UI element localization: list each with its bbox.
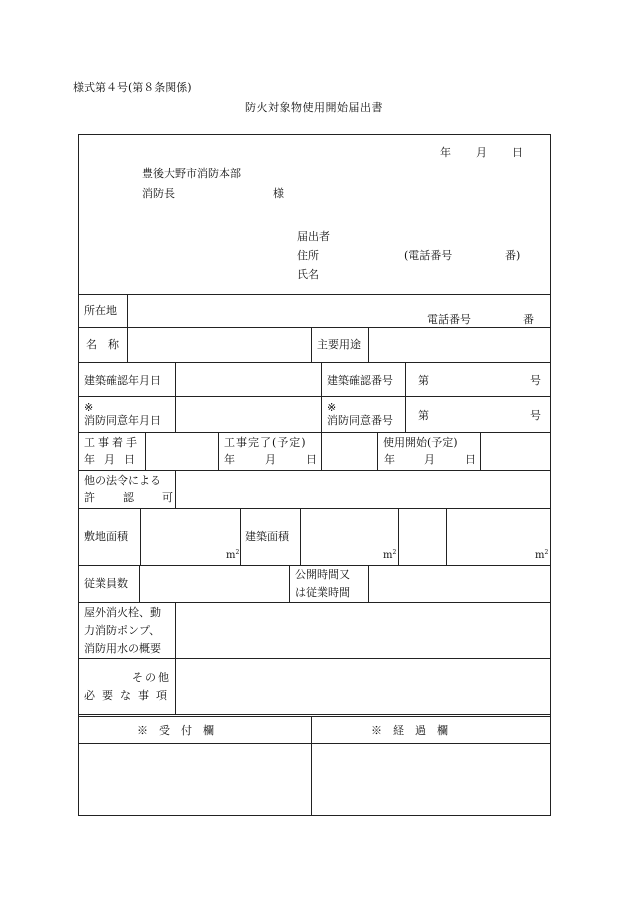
site-area-unit: m 2 [226, 549, 240, 561]
use-start-month: 月 [424, 453, 435, 466]
work-start-label-2: 年月日 [84, 453, 144, 466]
date-year-label: 年 [440, 146, 451, 159]
location-field[interactable] [129, 296, 549, 326]
water-label-3: 消防用水の概要 [84, 642, 161, 655]
date-month-label: 月 [476, 146, 487, 159]
location-label: 所在地 [84, 304, 117, 317]
other-label-1: その他 [132, 671, 171, 684]
extra-area-field[interactable] [448, 510, 549, 564]
open-hours-label-2: は従業時間 [295, 586, 350, 599]
applicant-label: 届出者 [297, 230, 330, 243]
fire-consent-no-label: 消防同意番号 [327, 414, 393, 427]
building-area-unit: m 2 [383, 549, 397, 561]
location-phone-suffix: 番 [523, 313, 534, 326]
phone-open-label: (電話番号 [404, 249, 453, 262]
build-confirm-date-label: 建築確認年月日 [84, 374, 161, 387]
reception-field[interactable] [80, 745, 310, 814]
employees-label: 従業員数 [84, 577, 128, 590]
main-use-label: 主要用途 [317, 338, 361, 351]
work-done-day: 日 [306, 453, 317, 466]
name-label-a: 名 [86, 338, 97, 351]
employees-field[interactable] [141, 567, 288, 601]
build-no-prefix: 第 [418, 374, 429, 387]
fire-consent-mark: ※ [84, 401, 94, 414]
work-done-year: 年 [224, 453, 235, 466]
work-start-label: 工事着手 [84, 436, 140, 449]
main-use-field[interactable] [370, 329, 549, 361]
work-done-label: 工事完了(予定) [224, 436, 307, 449]
open-hours-field[interactable] [370, 567, 549, 601]
building-area-label: 建築面積 [245, 530, 289, 543]
date-day-label: 日 [512, 146, 523, 159]
fire-consent-date-label: 消防同意年月日 [84, 414, 161, 427]
progress-field[interactable] [313, 745, 549, 814]
use-start-year: 年 [384, 453, 395, 466]
build-confirm-no-label: 建築確認番号 [327, 374, 393, 387]
use-start-label: 使用開始(予定) [383, 436, 458, 449]
recipient-title: 消防長 [142, 187, 175, 200]
use-start-field[interactable] [482, 434, 549, 469]
fire-consent-no-mark: ※ [327, 401, 337, 414]
recipient-honorific: 様 [273, 187, 284, 200]
name-label: 氏名 [297, 268, 319, 281]
other-law-label: 他の法令による [84, 474, 161, 487]
work-done-field[interactable] [323, 434, 376, 469]
water-label-1: 屋外消火栓、動 [84, 606, 161, 619]
site-area-label: 敷地面積 [84, 530, 128, 543]
build-no-suffix: 号 [530, 374, 541, 387]
work-start-field[interactable] [147, 434, 217, 469]
water-field[interactable] [177, 604, 549, 657]
other-law-field[interactable] [177, 472, 549, 507]
location-phone-label: 電話番号 [427, 313, 471, 326]
other-field[interactable] [177, 660, 549, 713]
other-law-label-2: 許認可 [84, 491, 201, 504]
water-label-2: 力消防ポンプ、 [84, 624, 161, 637]
build-confirm-date-field[interactable] [177, 364, 320, 395]
page-title: 防火対象物使用開始届出書 [245, 101, 383, 114]
address-label: 住所 [297, 249, 319, 262]
reception-header: ※ 受 付 欄 [137, 724, 214, 737]
fire-no-suffix: 号 [530, 409, 541, 422]
open-hours-label: 公開時間又 [295, 568, 350, 581]
work-done-month: 月 [265, 453, 276, 466]
phone-close-label: 番) [505, 249, 521, 262]
site-area-field[interactable] [142, 510, 239, 564]
form-number: 様式第４号(第８条関係) [73, 81, 192, 94]
recipient-org: 豊後大野市消防本部 [142, 167, 241, 180]
extra-area-unit: m 2 [535, 549, 549, 561]
fire-consent-date-field[interactable] [177, 398, 320, 431]
name-label-b: 称 [108, 338, 119, 351]
use-start-day: 日 [465, 453, 476, 466]
name-field[interactable] [129, 329, 310, 361]
progress-header: ※ 経 過 欄 [371, 724, 448, 737]
fire-no-prefix: 第 [418, 409, 429, 422]
other-label-2: 必要な事項 [84, 689, 174, 702]
